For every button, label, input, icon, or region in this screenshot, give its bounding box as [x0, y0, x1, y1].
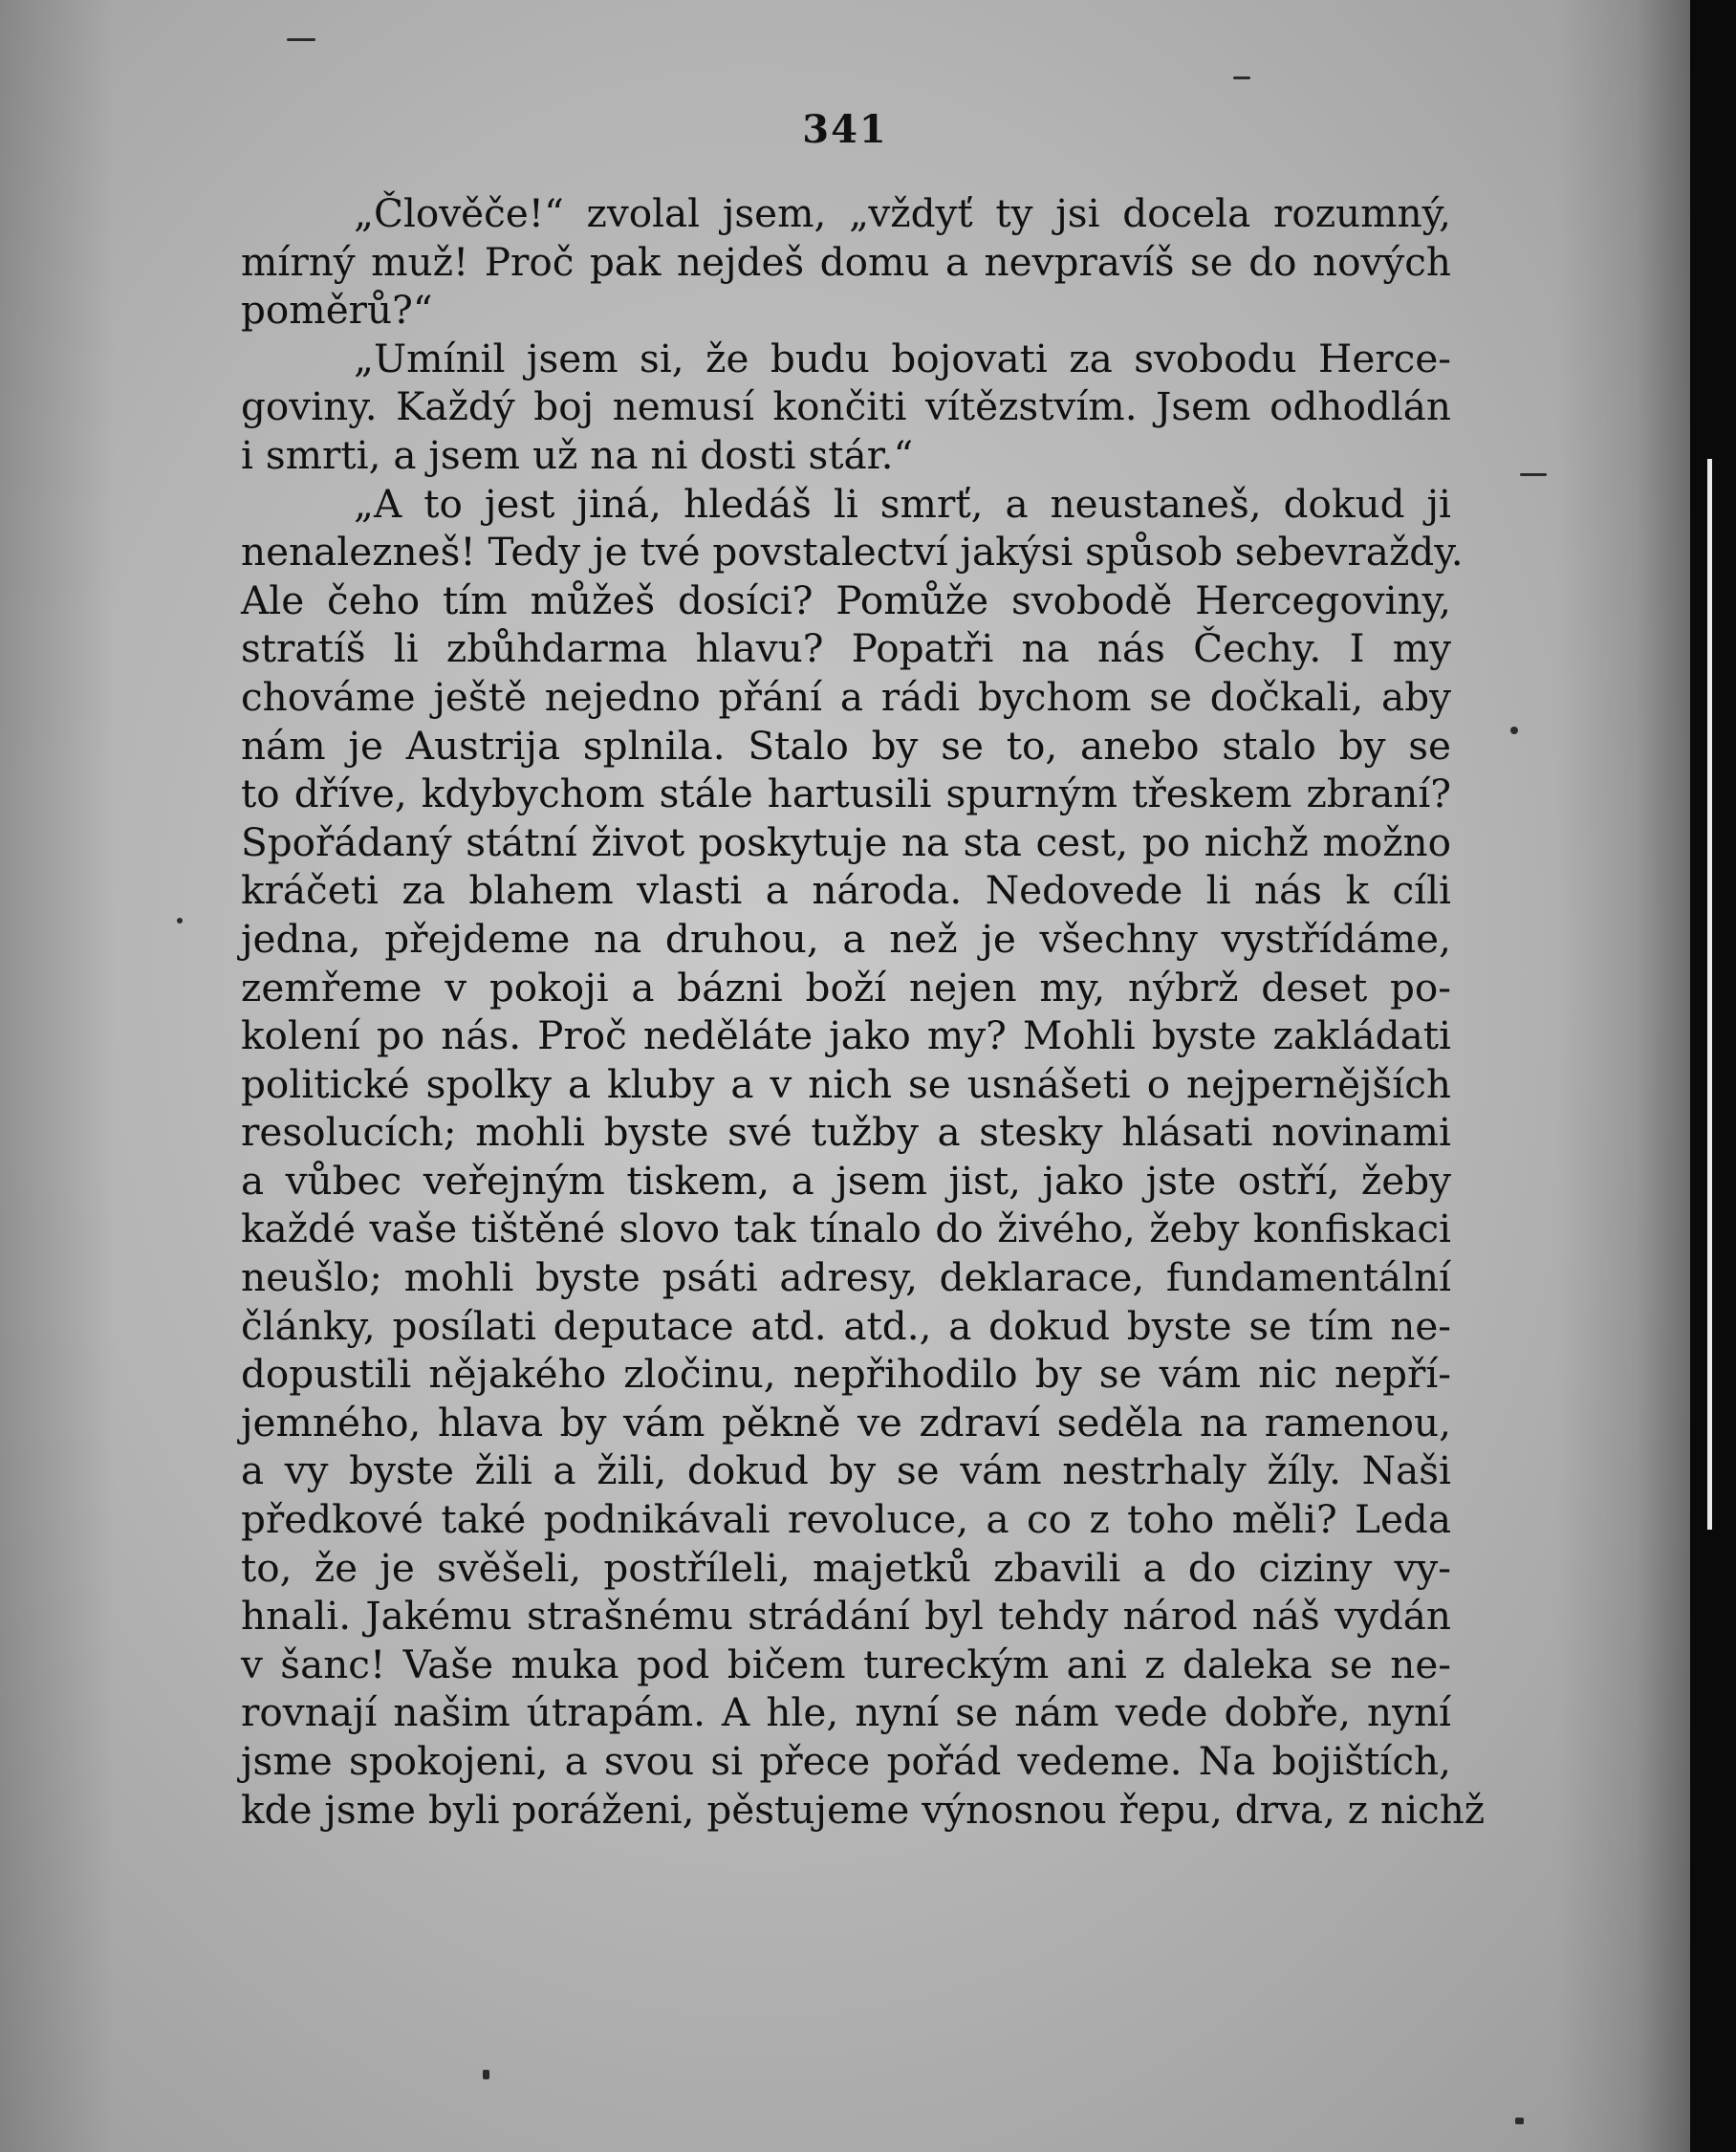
text-line: to, že je svěšeli, postříleli, majetků zbavili a do ciziny vy- [241, 1544, 1451, 1591]
dust-speck [1233, 76, 1250, 79]
text-line: Spořádaný státní život poskytuje na sta cest, po nichž možno [241, 818, 1451, 865]
text-line: v šanc! Vaše muka pod bičem tureckým ani z daleka se ne- [241, 1641, 1451, 1687]
text-line: „A to jest jiná, hledáš li smrť, a neustaneš, dokud ji [354, 480, 1451, 527]
text-line: kolení po nás. Proč neděláte jako my? Mohli byste zakládati [241, 1012, 1451, 1059]
dust-speck [1510, 727, 1518, 734]
text-line: „Člověče!“ zvolal jsem, „vždyť ty jsi docela rozumný, [354, 190, 1451, 236]
text-line: jsme spokojeni, a svou si přece pořád vedeme. Na bojištích, [241, 1738, 1451, 1784]
dust-speck [177, 918, 183, 924]
dust-speck [1515, 2118, 1524, 2124]
text-line: kráčeti za blahem vlasti a národa. Nedovede li nás k cíli [241, 867, 1451, 914]
dust-speck [1520, 473, 1547, 476]
text-line: předkové také podnikávali revoluce, a co z toho měli? Leda [241, 1496, 1451, 1543]
text-line: kde jsme byli poráženi, pěstujeme výnosnou řepu, drva, z nichž [241, 1786, 1486, 1833]
page-number: 341 [802, 107, 888, 152]
text-line: i smrti, a jsem už na ni dosti stár.“ [241, 431, 914, 478]
text-line: dopustili nějakého zločinu, nepřihodilo by se vám nic nepří- [241, 1351, 1451, 1398]
text-line: články, posílati deputace atd. atd., a dokud byste se tím ne- [241, 1302, 1451, 1349]
left-edge-shadow [0, 0, 115, 2152]
text-line: goviny. Každý boj nemusí končiti vítězstvím. Jsem odhodlán [241, 383, 1451, 430]
text-line: a vůbec veřejným tiskem, a jsem jist, jako jste ostří, žeby [241, 1157, 1451, 1204]
text-line: politické spolky a kluby a v nich se usnášeti o nejpernějších [241, 1060, 1451, 1107]
text-line: „Umínil jsem si, že budu bojovati za svobodu Herce- [354, 335, 1451, 381]
text-line: každé vaše tištěné slovo tak tínalo do živého, žeby konfiskaci [241, 1206, 1451, 1252]
text-line: nám je Austrija splnila. Stalo by se to, anebo stalo by se [241, 722, 1451, 769]
dust-speck [287, 38, 315, 41]
text-line: zemřeme v pokoji a bázni boží nejen my, nýbrž deset po- [241, 964, 1451, 1011]
text-line: mírný muž! Proč pak nejdeš domu a nevpravíš se do nových [241, 238, 1451, 285]
text-line: resolucích; mohli byste své tužby a stesky hlásati novinami [241, 1109, 1451, 1156]
text-line: jedna, přejdeme na druhou, a než je všechny vystřídáme, [241, 915, 1451, 962]
text-line: jemného, hlava by vám pěkně ve zdraví seděla na ramenou, [241, 1399, 1451, 1446]
body-text [241, 189, 1486, 1834]
text-line: hnali. Jakému strašnému strádání byl tehdy národ náš vydán [241, 1593, 1451, 1640]
text-line: rovnají našim útrapám. A hle, nyní se nám vede dobře, nyní [241, 1689, 1451, 1736]
binding-edge [1707, 459, 1712, 1530]
text-line: neušlo; mohli byste psáti adresy, deklarace, fundamentální [241, 1254, 1451, 1301]
text-line: stratíš li zbůhdarma hlavu? Popatři na nás Čechy. I my [241, 625, 1451, 672]
gutter-shadow [1556, 0, 1690, 2152]
text-line: a vy byste žili a žili, dokud by se vám nestrhaly žíly. Naši [241, 1447, 1451, 1494]
text-line: to dříve, kdybychom stále hartusili spurným třeskem zbraní? [241, 771, 1451, 817]
dust-speck [483, 2070, 489, 2079]
text-line: chováme ještě nejedno přání a rádi bychom se dočkali, aby [241, 673, 1451, 720]
text-line: nenalezneš! Tedy je tvé povstalectví jakýsi spůsob sebevraždy. [241, 529, 1464, 576]
text-line: Ale čeho tím můžeš dosíci? Pomůže svobodě Hercegoviny, [241, 576, 1451, 623]
text-line: poměrů?“ [241, 287, 433, 334]
